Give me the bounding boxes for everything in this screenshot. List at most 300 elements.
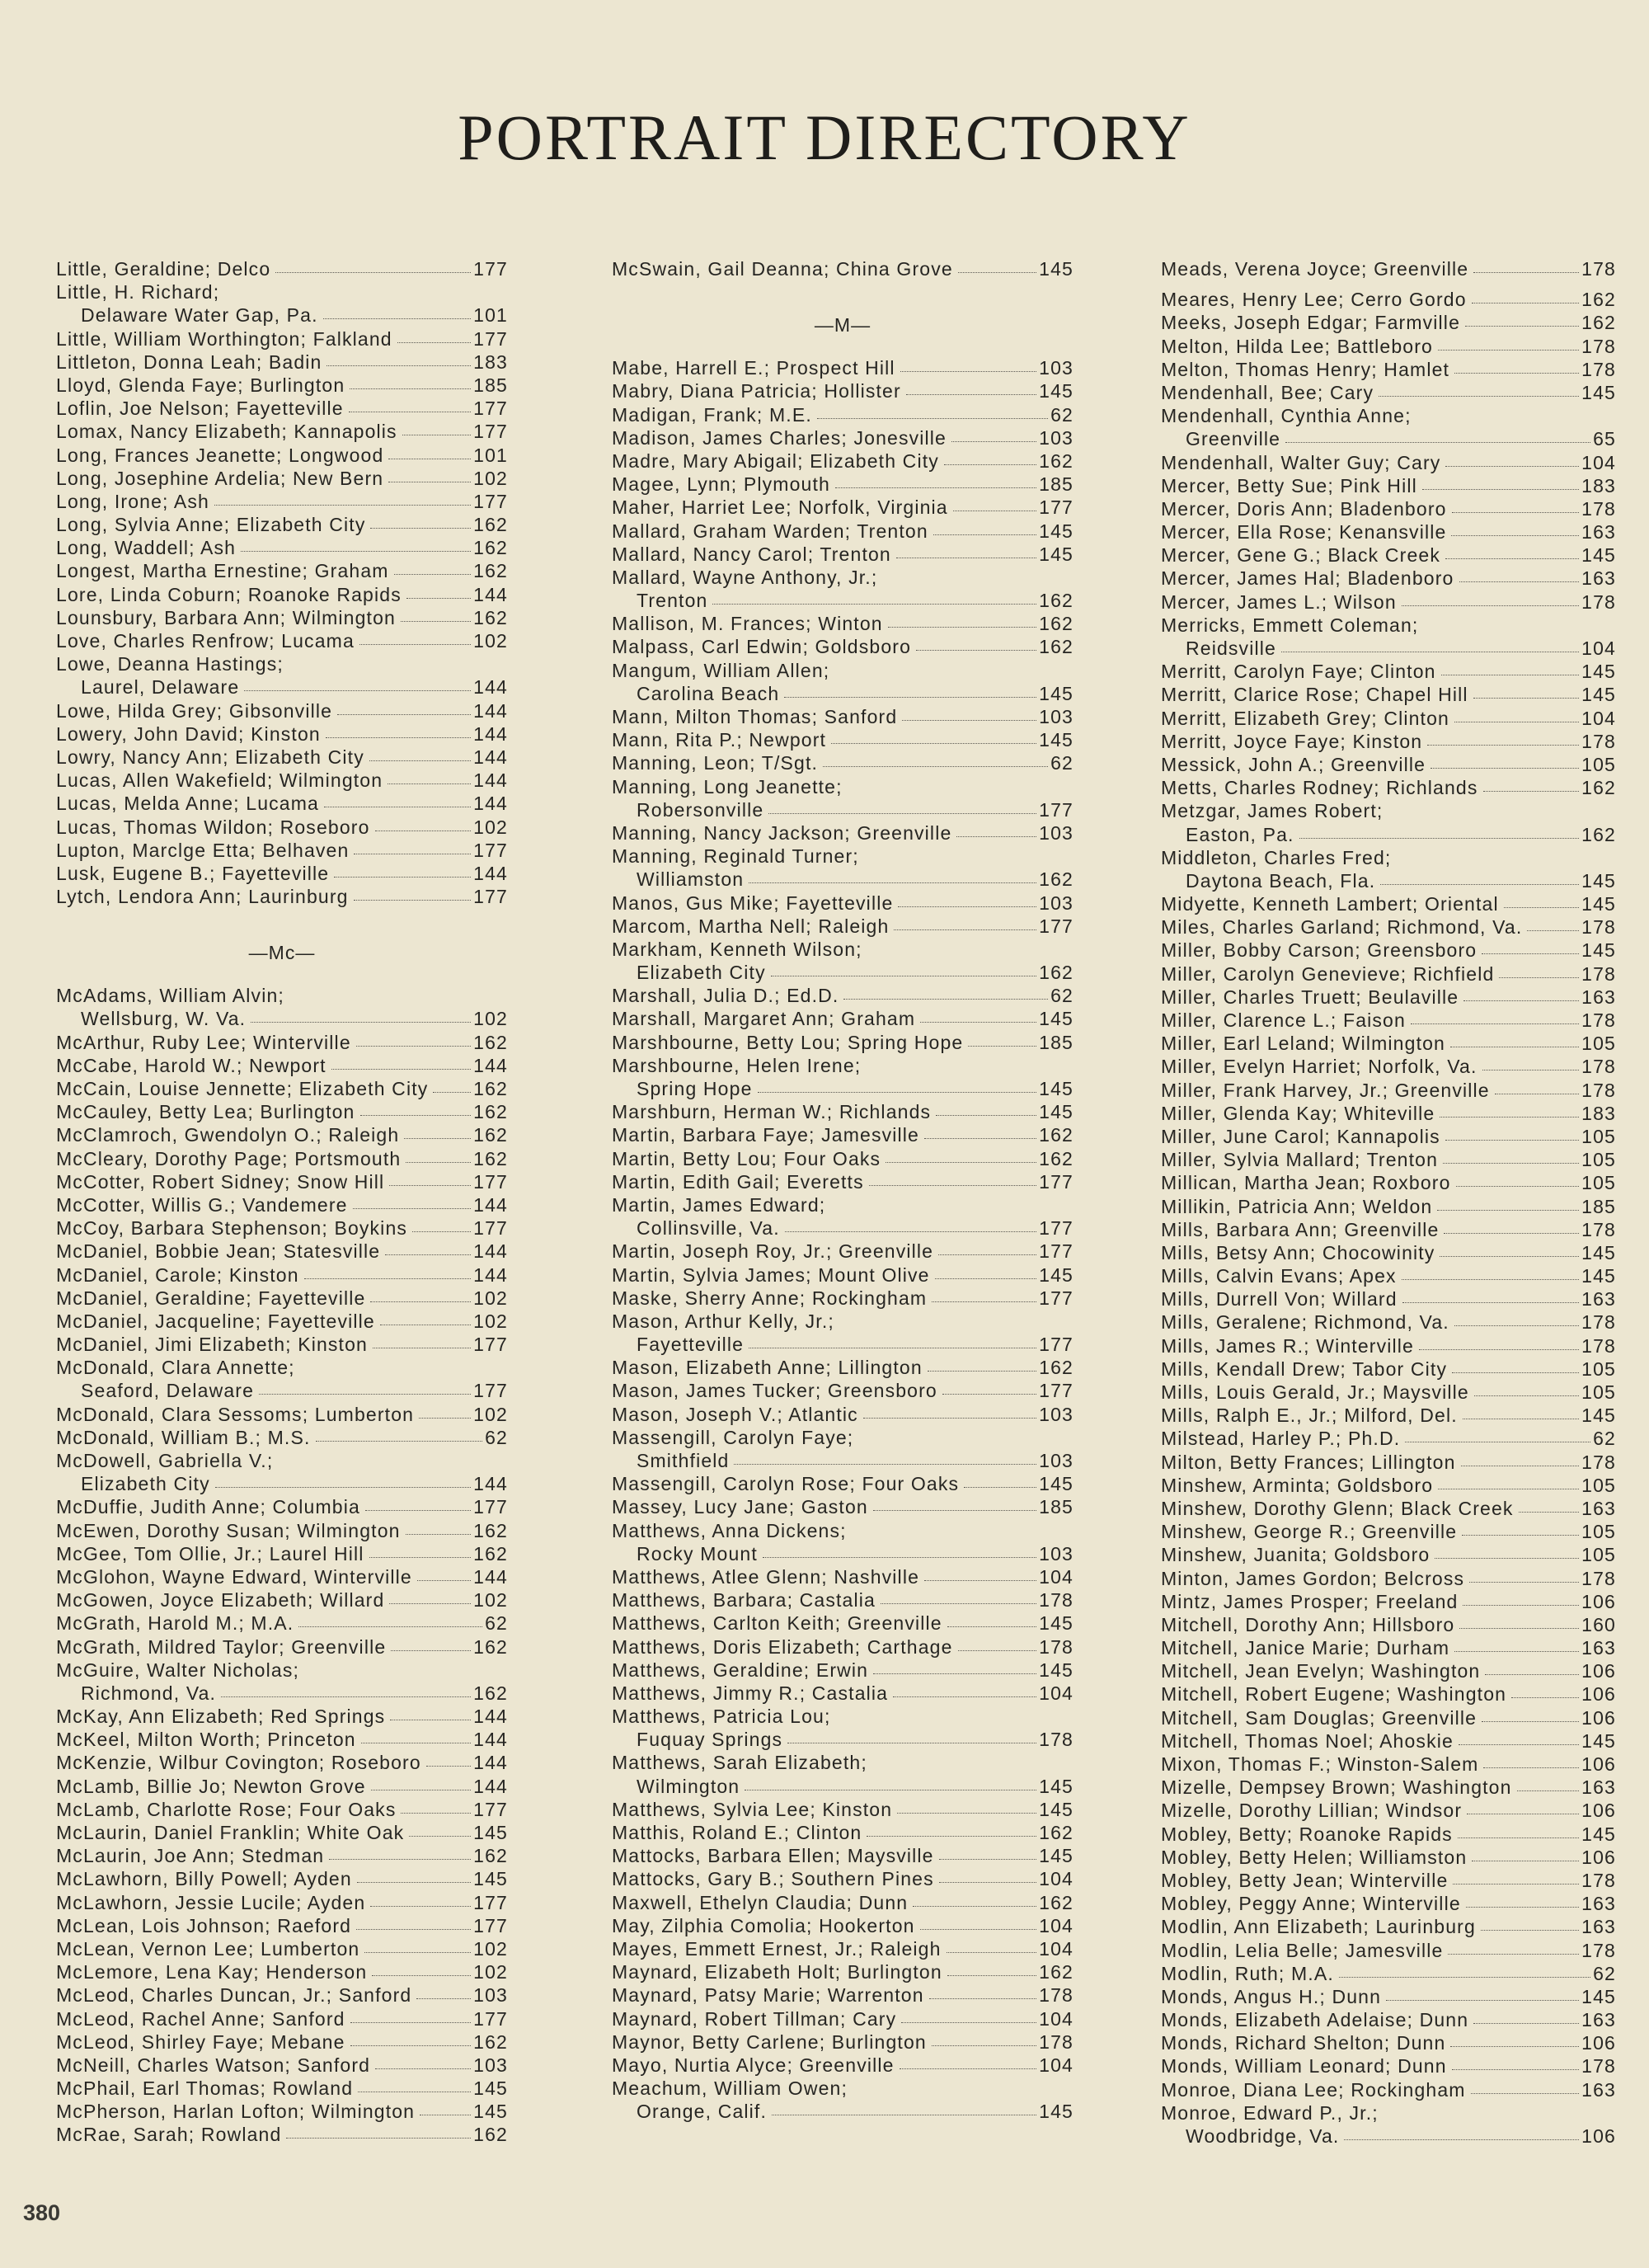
entry-page-number: 62 (1593, 1962, 1616, 1984)
entry-name: Minshew, Dorothy Glenn; Black Creek (1161, 1497, 1514, 1519)
directory-entry (56, 1915, 508, 1938)
directory-entry (56, 2031, 508, 2054)
entry-name: McKay, Ann Elizabeth; Red Springs (56, 1706, 386, 1728)
entry-page-number: 145 (1581, 1405, 1616, 1427)
entry-location: Wilmington (637, 1775, 740, 1797)
entry-line (1161, 1986, 1616, 2009)
entry-page-number: 103 (1039, 892, 1073, 914)
entry-page-number: 162 (473, 537, 508, 559)
entry-page-number: 144 (473, 1240, 508, 1263)
entry-page-number: 103 (1039, 821, 1073, 844)
directory-entry (612, 1845, 1073, 1868)
entry-name: Mills, Kendall Drew; Tabor City (1161, 1358, 1448, 1380)
dot-leader (898, 906, 1036, 907)
directory-entry (612, 776, 1073, 822)
entry-location-line (612, 799, 1073, 822)
directory-entry (612, 1938, 1073, 1961)
entry-page-number: 145 (1581, 684, 1616, 706)
entry-page-number: 163 (1581, 1893, 1616, 1915)
entry-name: Maynard, Elizabeth Holt; Burlington (612, 1961, 942, 1983)
dot-leader (241, 551, 471, 552)
entry-page-number: 177 (1039, 915, 1073, 937)
directory-entry (612, 1264, 1073, 1287)
entry-page-number: 163 (1581, 1288, 1616, 1310)
entry-page-number: 162 (1581, 312, 1616, 334)
dot-leader (397, 342, 471, 343)
entry-page-number: 162 (1039, 1124, 1073, 1146)
entry-location: Greenville (1186, 428, 1281, 450)
entry-page-number: 162 (473, 1078, 508, 1099)
entry-line (56, 1310, 508, 1334)
entry-name: Mangum, William Allen; (612, 659, 830, 681)
entry-location: Carolina Beach (637, 682, 780, 704)
entry-line (56, 1868, 508, 1891)
dot-leader (1452, 2069, 1579, 2070)
entry-line (56, 1055, 508, 1078)
entry-line (1161, 2032, 1616, 2055)
entry-line (56, 421, 508, 444)
dot-leader (906, 394, 1036, 395)
entry-page-number: 162 (1039, 636, 1073, 658)
entry-line (1161, 1893, 1616, 1916)
entry-line (56, 1984, 508, 2007)
entry-name: Mills, Calvin Evans; Apex (1161, 1265, 1397, 1287)
entry-page-number: 163 (1581, 521, 1616, 543)
directory-entry (612, 1194, 1073, 1240)
entry-page-number: 178 (1581, 1079, 1616, 1101)
directory-entry (56, 1706, 508, 1729)
entry-line (1161, 1753, 1616, 1776)
entry-name: Manning, Leon; T/Sgt. (612, 752, 819, 774)
dot-leader (1473, 698, 1579, 699)
directory-entry (1161, 498, 1616, 521)
entry-name: Mann, Rita P.; Newport (612, 729, 827, 751)
entry-page-number: 162 (473, 1031, 508, 1053)
directory-entry (1161, 405, 1616, 451)
directory-entry (1161, 1428, 1616, 1451)
dot-leader (958, 272, 1036, 273)
entry-page-number: 145 (1581, 1241, 1616, 1263)
entry-name: Monroe, Edward P., Jr.; (1161, 2101, 1379, 2124)
dot-leader (1445, 558, 1579, 559)
entry-page-number: 104 (1039, 1914, 1073, 1936)
entry-page-number: 106 (1581, 1800, 1616, 1822)
entry-name: Lowe, Hilda Grey; Gibsonville (56, 699, 333, 722)
entry-name: McLeod, Rachel Anne; Sanford (56, 2007, 345, 2030)
entry-name-line (1161, 614, 1616, 638)
entry-location: Richmond, Va. (81, 1682, 217, 1704)
entry-line (612, 520, 1073, 543)
entry-name: Matthews, Anna Dickens; (612, 1519, 847, 1541)
entry-line (1161, 777, 1616, 800)
dot-leader (370, 1906, 471, 1907)
entry-line (1161, 939, 1616, 962)
directory-entry (1161, 567, 1616, 591)
dot-leader (406, 1534, 472, 1535)
entry-name: Little, Geraldine; Delco (56, 258, 271, 280)
directory-entry (612, 1984, 1073, 2007)
page-title: PORTRAIT DIRECTORY (458, 101, 1191, 173)
entry-line (1161, 382, 1616, 405)
entry-page-number: 145 (1039, 729, 1073, 751)
directory-entry (56, 816, 508, 840)
directory-entry (612, 729, 1073, 752)
entry-name: Long, Waddell; Ash (56, 537, 237, 559)
entry-line (1161, 521, 1616, 544)
directory-entry (56, 607, 508, 630)
directory-entry (1161, 986, 1616, 1009)
directory-entry (1161, 1753, 1616, 1776)
directory-entry (1161, 1358, 1616, 1381)
entry-name: Manning, Nancy Jackson; Greenville (612, 821, 952, 844)
directory-entry (56, 584, 508, 607)
entry-location-line (56, 1473, 508, 1496)
directory-entry (1161, 452, 1616, 475)
directory-entry (612, 1868, 1073, 1891)
entry-page-number: 162 (473, 2030, 508, 2053)
entry-page-number: 145 (1581, 1729, 1616, 1752)
directory-entry (56, 1961, 508, 1984)
entry-page-number: 185 (473, 374, 508, 396)
directory-entry (56, 1427, 508, 1450)
entry-name-line (612, 1310, 1073, 1334)
dot-leader (419, 1418, 471, 1419)
entry-name: Lowry, Nancy Ann; Elizabeth City (56, 746, 364, 768)
entry-page-number: 177 (1039, 1287, 1073, 1309)
directory-entry (612, 1380, 1073, 1403)
dot-leader (1419, 1349, 1579, 1350)
entry-line (56, 351, 508, 374)
entry-name: Long, Irone; Ash (56, 490, 209, 512)
entry-line (56, 1171, 508, 1194)
entry-page-number: 178 (1039, 1984, 1073, 2007)
entry-line (1161, 544, 1616, 567)
entry-name: Mattocks, Barbara Ellen; Maysville (612, 1845, 934, 1867)
entry-line (612, 543, 1073, 567)
entry-line (1161, 708, 1616, 731)
dot-leader (1482, 953, 1579, 954)
entry-name: McCabe, Harold W.; Newport (56, 1054, 327, 1076)
entry-name: Matthews, Jimmy R.; Castalia (612, 1682, 889, 1704)
entry-location-line (612, 1217, 1073, 1240)
entry-name: Midyette, Kenneth Lambert; Oriental (1161, 893, 1499, 915)
entry-page-number: 177 (473, 839, 508, 861)
directory-entry (1161, 1288, 1616, 1311)
entry-location-line (1161, 638, 1616, 661)
entry-name: Melton, Thomas Henry; Hamlet (1161, 358, 1450, 380)
section-heading: —Mc— (248, 942, 316, 964)
entry-page-number: 183 (473, 351, 508, 373)
entry-line (612, 915, 1073, 939)
dot-leader (370, 528, 471, 529)
entry-location: Daytona Beach, Fla. (1186, 869, 1376, 892)
directory-entry (1161, 777, 1616, 800)
dot-leader (843, 999, 1048, 1000)
entry-line (612, 1961, 1073, 1984)
directory-entry (1161, 800, 1616, 846)
entry-page-number: 162 (473, 606, 508, 628)
entry-name: Lusk, Eugene B.; Fayetteville (56, 862, 330, 884)
page-number: 380 (23, 2200, 61, 2225)
entry-line (612, 357, 1073, 380)
dot-leader (1440, 1256, 1579, 1257)
entry-page-number: 144 (473, 1193, 508, 1216)
entry-name: Markham, Kenneth Wilson; (612, 938, 862, 960)
directory-entry (1161, 336, 1616, 359)
directory-entry (612, 985, 1073, 1008)
entry-line (612, 496, 1073, 520)
directory-entry (1161, 1776, 1616, 1800)
entry-line (56, 1124, 508, 1147)
entry-line (56, 1427, 508, 1450)
entry-page-number: 144 (473, 746, 508, 768)
directory-entry (612, 404, 1073, 427)
entry-page-number: 106 (1581, 1846, 1616, 1868)
entry-page-number: 177 (473, 1891, 508, 1913)
dot-leader (329, 1859, 471, 1860)
entry-name: Martin, Edith Gail; Everetts (612, 1170, 864, 1193)
entry-page-number: 62 (485, 1612, 508, 1635)
directory-entry (56, 2008, 508, 2031)
directory-entry (1161, 2079, 1616, 2102)
entry-line (612, 1682, 1073, 1706)
entry-page-number: 162 (1039, 1822, 1073, 1843)
entry-line (56, 1752, 508, 1775)
entry-name: McLemore, Lena Kay; Henderson (56, 1961, 368, 1983)
entry-page-number: 178 (1581, 1869, 1616, 1891)
dot-leader (385, 1254, 471, 1255)
entry-page-number: 178 (1581, 1218, 1616, 1240)
entry-location-line (1161, 824, 1616, 847)
entry-page-number: 106 (1581, 1590, 1616, 1612)
directory-entry (612, 1357, 1073, 1380)
directory-entry (1161, 289, 1616, 312)
entry-line (612, 1589, 1073, 1612)
entry-line (56, 1915, 508, 1938)
dot-leader (956, 836, 1036, 837)
entry-name: Matthews, Sylvia Lee; Kinston (612, 1798, 893, 1820)
entry-line (612, 1612, 1073, 1635)
entry-name: Miller, Frank Harvey, Jr.; Greenville (1161, 1079, 1490, 1101)
directory-entry (56, 1171, 508, 1194)
entry-name: Mizelle, Dorothy Lillian; Windsor (1161, 1800, 1463, 1822)
entry-line (56, 769, 508, 793)
entry-page-number: 177 (473, 886, 508, 908)
entry-location-line (612, 1729, 1073, 1752)
entry-page-number: 177 (1039, 1240, 1073, 1263)
entry-page-number: 162 (1039, 1147, 1073, 1169)
entry-name: McClamroch, Gwendolyn O.; Raleigh (56, 1124, 400, 1146)
dot-leader (1459, 581, 1580, 582)
entry-page-number: 177 (1039, 496, 1073, 519)
entry-location: Laurel, Delaware (81, 676, 240, 699)
dot-leader (1402, 1302, 1580, 1303)
entry-line (1161, 1614, 1616, 1637)
dot-leader (406, 1162, 471, 1163)
entry-name: Mendenhall, Cynthia Anne; (1161, 405, 1412, 427)
entry-line (1161, 916, 1616, 939)
entry-line (1161, 359, 1616, 382)
dot-leader (888, 627, 1036, 628)
entry-page-number: 178 (1581, 358, 1616, 380)
directory-entry (1161, 1591, 1616, 1614)
entry-name: Mason, James Tucker; Greensboro (612, 1380, 937, 1402)
entry-name: McLamb, Billie Jo; Newton Grove (56, 1775, 366, 1797)
dot-leader (412, 1231, 471, 1232)
dot-leader (900, 371, 1036, 372)
entry-line (1161, 498, 1616, 521)
dot-leader (1458, 1837, 1579, 1838)
entry-line (56, 1404, 508, 1427)
directory-entry (1161, 475, 1616, 498)
entry-line (1161, 336, 1616, 359)
directory-entry (56, 1032, 508, 1055)
entry-page-number: 145 (1581, 1265, 1616, 1287)
directory-entry (612, 1706, 1073, 1752)
entry-name: Lucas, Melda Anne; Lucama (56, 793, 319, 815)
dot-leader (947, 1952, 1037, 1953)
entry-name: Middleton, Charles Fred; (1161, 846, 1392, 868)
entry-name: McLean, Lois Johnson; Raeford (56, 1914, 352, 1936)
entry-page-number: 178 (1581, 962, 1616, 985)
entry-line (1161, 1149, 1616, 1172)
entry-page-number: 178 (1581, 1567, 1616, 1589)
entry-page-number: 105 (1581, 1521, 1616, 1543)
entry-page-number: 144 (473, 583, 508, 605)
dot-leader (902, 720, 1036, 721)
entry-name: Meachum, William Owen; (612, 2077, 848, 2100)
entry-name: Lore, Linda Coburn; Roanoke Rapids (56, 583, 402, 605)
entry-page-number: 103 (1039, 1542, 1073, 1565)
entry-page-number: 163 (1581, 1916, 1616, 1938)
entry-name: McLaurin, Daniel Franklin; White Oak (56, 1822, 405, 1843)
entry-name: Loflin, Joe Nelson; Fayetteville (56, 398, 344, 420)
directory-entry (56, 537, 508, 560)
entry-location: Williamston (637, 868, 745, 891)
entry-name: McDowell, Gabriella V.; (56, 1450, 274, 1471)
directory-entry (612, 915, 1073, 939)
entry-name: Milstead, Harley P.; Ph.D. (1161, 1428, 1401, 1450)
entry-name: Metzgar, James Robert; (1161, 800, 1384, 822)
directory-entry (612, 892, 1073, 915)
entry-location-line (612, 590, 1073, 613)
directory-entry (612, 1287, 1073, 1310)
dot-leader (1452, 1372, 1579, 1373)
dot-leader (1482, 1721, 1579, 1722)
dot-leader (370, 1301, 471, 1302)
directory-entry (612, 1799, 1073, 1822)
entry-page-number: 162 (1039, 613, 1073, 635)
entry-name: Lloyd, Glenda Faye; Burlington (56, 374, 345, 396)
entry-line (612, 1264, 1073, 1287)
directory-entry (1161, 2102, 1616, 2148)
entry-page-number: 144 (473, 699, 508, 722)
entry-page-number: 62 (1593, 1428, 1616, 1450)
entry-name: Meares, Henry Lee; Cerro Gordo (1161, 289, 1467, 311)
entry-page-number: 102 (473, 1937, 508, 1960)
dot-leader (712, 604, 1036, 605)
directory-entry (612, 1612, 1073, 1635)
entry-location: Smithfield (637, 1450, 730, 1471)
dot-leader (1445, 1140, 1579, 1141)
entry-line (1161, 312, 1616, 335)
entry-line (1161, 1683, 1616, 1706)
entry-page-number: 178 (1039, 2030, 1073, 2053)
entry-page-number: 102 (473, 1310, 508, 1332)
entry-line (612, 706, 1073, 729)
directory-entry (1161, 1452, 1616, 1475)
entry-name: Miller, Bobby Carson; Greensboro (1161, 939, 1478, 962)
directory-entry (56, 769, 508, 793)
dot-leader (359, 644, 471, 645)
directory-entry (56, 1357, 508, 1403)
directory-entry (1161, 2032, 1616, 2055)
directory-entry (1161, 1405, 1616, 1428)
directory-entry (612, 1659, 1073, 1682)
entry-name: Marshall, Margaret Ann; Graham (612, 1008, 916, 1030)
directory-entry (1161, 1381, 1616, 1405)
entry-page-number: 177 (473, 1334, 508, 1356)
directory-entry (56, 1566, 508, 1589)
directory-entry (612, 543, 1073, 567)
entry-name: Long, Josephine Ardelia; New Bern (56, 467, 384, 489)
entry-page-number: 178 (1581, 258, 1616, 280)
entry-name-line (1161, 847, 1616, 870)
entry-line (1161, 1265, 1616, 1288)
entry-name: Marshall, Julia D.; Ed.D. (612, 985, 839, 1007)
directory-entry (56, 653, 508, 699)
entry-name: Modlin, Ruth; M.A. (1161, 1962, 1334, 1984)
dot-leader (933, 534, 1036, 535)
entry-line (612, 1287, 1073, 1310)
entry-name: McSwain, Gail Deanna; China Grove (612, 258, 953, 280)
entry-name: Martin, Sylvia James; Mount Olive (612, 1263, 930, 1286)
entry-name: Malpass, Carl Edwin; Goldsboro (612, 636, 912, 658)
dot-leader (375, 2068, 471, 2069)
directory-entry (1161, 382, 1616, 405)
entry-line (612, 1240, 1073, 1263)
entry-name: McCain, Louise Jennette; Elizabeth City (56, 1078, 429, 1099)
entry-line (612, 427, 1073, 450)
dot-leader (897, 1813, 1036, 1814)
entry-page-number: 178 (1039, 1589, 1073, 1612)
entry-name: Metts, Charles Rodney; Richlands (1161, 777, 1478, 799)
directory-entry (612, 496, 1073, 520)
entry-line (1161, 1591, 1616, 1614)
directory-entry (612, 1892, 1073, 1915)
entry-line (1161, 1823, 1616, 1847)
entry-page-number: 145 (1039, 258, 1073, 280)
entry-name: McCoy, Barbara Stephenson; Boykins (56, 1217, 408, 1240)
entry-name: Lowe, Deanna Hastings; (56, 653, 284, 675)
entry-name: McGee, Tom Ollie, Jr.; Laurel Hill (56, 1542, 364, 1565)
dot-leader (1435, 1558, 1579, 1559)
directory-entry (1161, 544, 1616, 567)
entry-line (56, 1729, 508, 1752)
entry-name: Long, Sylvia Anne; Elizabeth City (56, 514, 366, 536)
entry-page-number: 65 (1593, 428, 1616, 450)
entry-location-line (612, 1334, 1073, 1357)
directory-entry (612, 1124, 1073, 1147)
entry-name: Merritt, Carolyn Faye; Clinton (1161, 661, 1436, 683)
dot-leader (337, 714, 471, 715)
entry-page-number: 185 (1039, 1496, 1073, 1518)
entry-page-number: 102 (473, 1403, 508, 1425)
entry-name: McLawhorn, Jessie Lucile; Ayden (56, 1891, 366, 1913)
entry-name: McPherson, Harlan Lofton; Wilmington (56, 2101, 416, 2123)
entry-name: Marshbourne, Betty Lou; Spring Hope (612, 1031, 964, 1053)
entry-name: McLeod, Charles Duncan, Jr.; Sanford (56, 1984, 412, 2007)
